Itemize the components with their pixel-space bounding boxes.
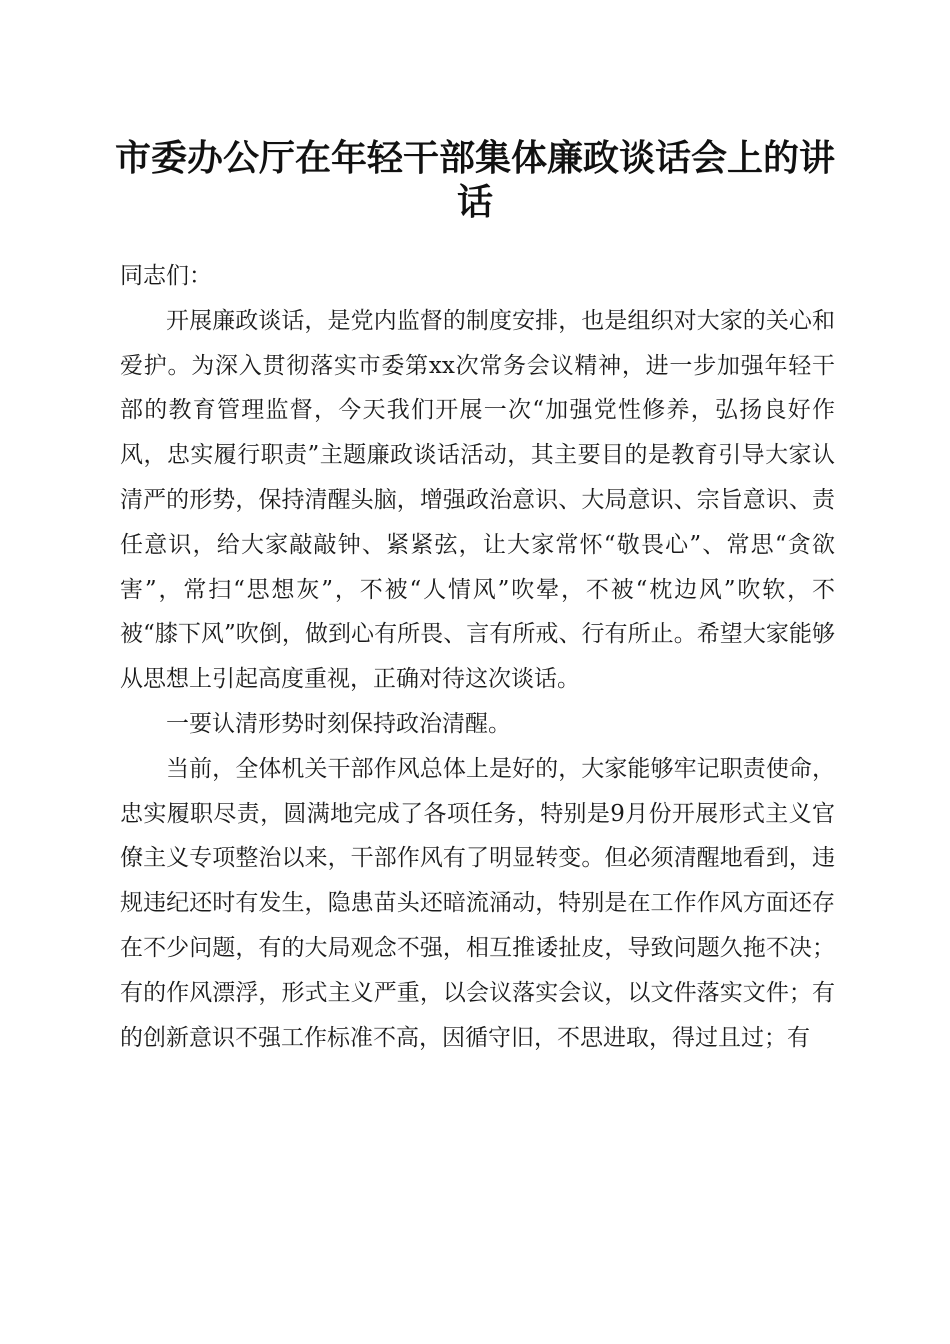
salutation: 同志们： — [120, 263, 212, 289]
paragraph-situation: 当前，全体机关干部作风总体上是好的，大家能够牢记职责使命，忠实履职尽责，圆满地完成了各项任务，特别是9月份开展形式主义官僚主义专项整治以来，干部作风有了明显转变。但必须清醒地看到，违规违纪还时有发生，隐患苗头还暗流涌动，特别是在工作作风方面还存在不少问题，有的大局观念不强，相互推诿扯皮，导致问题久拖不决；有的作风漂浮，形式主义严重，以会议落实会议，以文件落实文件；有的创新意识不强工作标准不高，因循守旧，不思进取，得过且过；有 — [120, 755, 835, 1051]
document-body — [120, 254, 835, 1060]
paragraph-intro: 开展廉政谈话，是党内监督的制度安排，也是组织对大家的关心和爱护。为深入贯彻落实市委第xx次常务会议精神，进一步加强年轻干部的教育管理监督，今天我们开展一次“加强党性修养，弘扬良好作风，忠实履行职责”主题廉政谈话活动，其主要目的是教育引导大家认清严的形势，保持清醒头脑，增强政治意识、大局意识、宗旨意识、责任意识，给大家敲敲钟、紧紧弦，让大家常怀“敬畏心”、常思“贪欲害”，常扫“思想灰”，不被“人情风”吹晕，不被“枕边风”吹软，不被“膝下风”吹倒，做到心有所畏、言有所戒、行有所止。希望大家能够从思想上引起高度重视，正确对待这次谈话。 — [120, 307, 835, 693]
document-title: 市委办公厅在年轻干部集体廉政谈话会上的讲话 — [114, 137, 835, 223]
section-heading: 一要认清形势时刻保持政治清醒。 — [166, 710, 511, 737]
